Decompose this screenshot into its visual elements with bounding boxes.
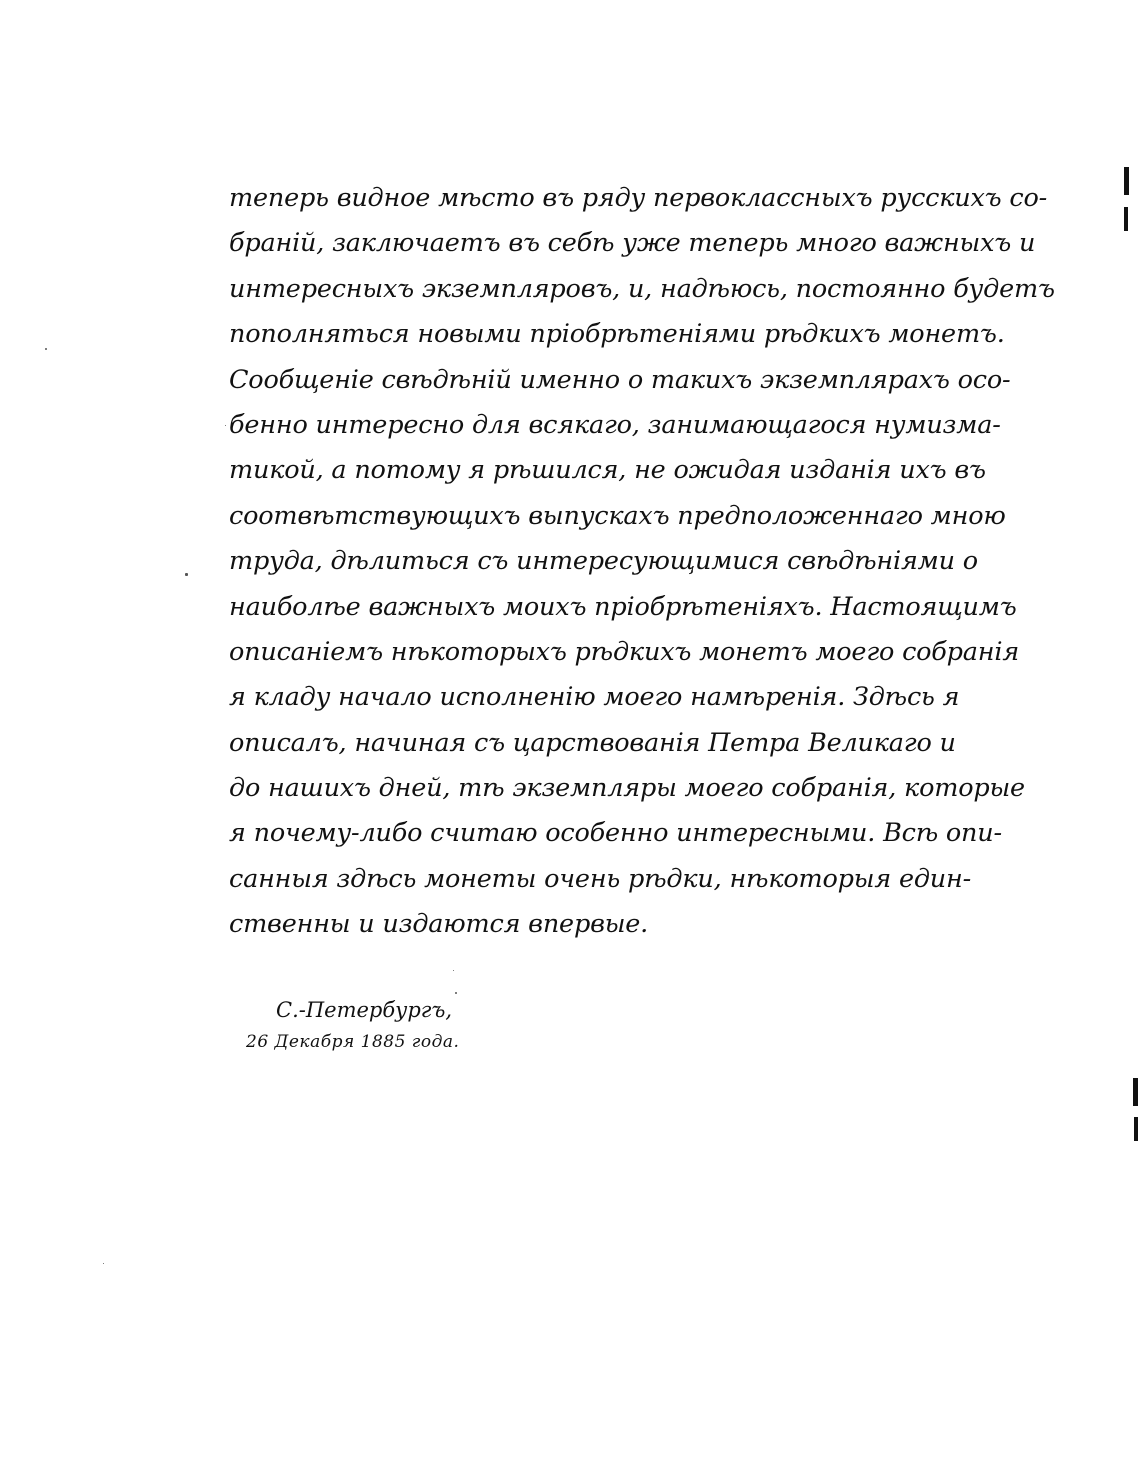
text-line-7: тикой, а потому я рѣшился, не ожидая изданія ихъ въ bbox=[229, 455, 986, 486]
scan-speck bbox=[45, 348, 47, 350]
text-line-9: труда, дѣлиться съ интересующимися свѣдѣніями о bbox=[229, 546, 978, 577]
text-line-15: я почему-либо считаю особенно интересными. Всѣ опи- bbox=[229, 818, 1002, 849]
text-line-6: бенно интересно для всякаго, занимающагося нумизма- bbox=[229, 409, 1001, 440]
scan-edge-mark-bottom-lower bbox=[1134, 1117, 1138, 1141]
text-line-2: браній, заключаетъ въ себѣ уже теперь много важныхъ и bbox=[229, 228, 1036, 259]
scan-edge-mark-top-lower bbox=[1124, 207, 1128, 231]
scan-speck bbox=[103, 1263, 104, 1264]
scan-speck bbox=[455, 992, 457, 994]
signoff bbox=[246, 994, 459, 1058]
scan-speck bbox=[185, 573, 188, 576]
scan-edge-mark-bottom bbox=[1133, 1078, 1138, 1106]
scan-edge-mark-top bbox=[1124, 167, 1129, 195]
text-line-12: я кладу начало исполненію моего намѣренія. Здѣсь я bbox=[229, 682, 960, 713]
text-line-13: описалъ, начиная съ царствованія Петра Великаго и bbox=[229, 727, 956, 758]
scan-speck bbox=[453, 970, 454, 971]
body-text bbox=[229, 176, 1055, 948]
signoff-date: 26 Декабря 1885 года. bbox=[246, 1032, 460, 1052]
text-line-3: интересныхъ экземпляровъ, и, надѣюсь, постоянно будетъ bbox=[229, 273, 1055, 304]
text-line-10: наиболѣе важныхъ моихъ пріобрѣтеніяхъ. Настоящимъ bbox=[229, 591, 1017, 622]
text-line-8: соотвѣтствующихъ выпускахъ предположеннаго мною bbox=[229, 500, 1006, 531]
signoff-place: С.-Петербургъ, bbox=[276, 998, 453, 1022]
text-line-17: ственны и издаются впервые. bbox=[229, 909, 649, 940]
text-line-16: санныя здѣсь монеты очень рѣдки, нѣкоторыя един- bbox=[229, 863, 972, 894]
text-line-5: Сообщеніе свѣдѣній именно о такихъ экземплярахъ осо- bbox=[229, 364, 1011, 395]
text-line-1: теперь видное мѣсто въ ряду первоклассныхъ русскихъ со- bbox=[229, 183, 1048, 213]
scan-speck bbox=[225, 425, 226, 426]
text-line-11: описаніемъ нѣкоторыхъ рѣдкихъ монетъ моего собранія bbox=[229, 636, 1020, 667]
text-line-14: до нашихъ дней, тѣ экземпляры моего собранія, которые bbox=[229, 773, 1025, 804]
text-line-4: пополняться новыми пріобрѣтеніями рѣдкихъ монетъ. bbox=[229, 319, 1005, 350]
